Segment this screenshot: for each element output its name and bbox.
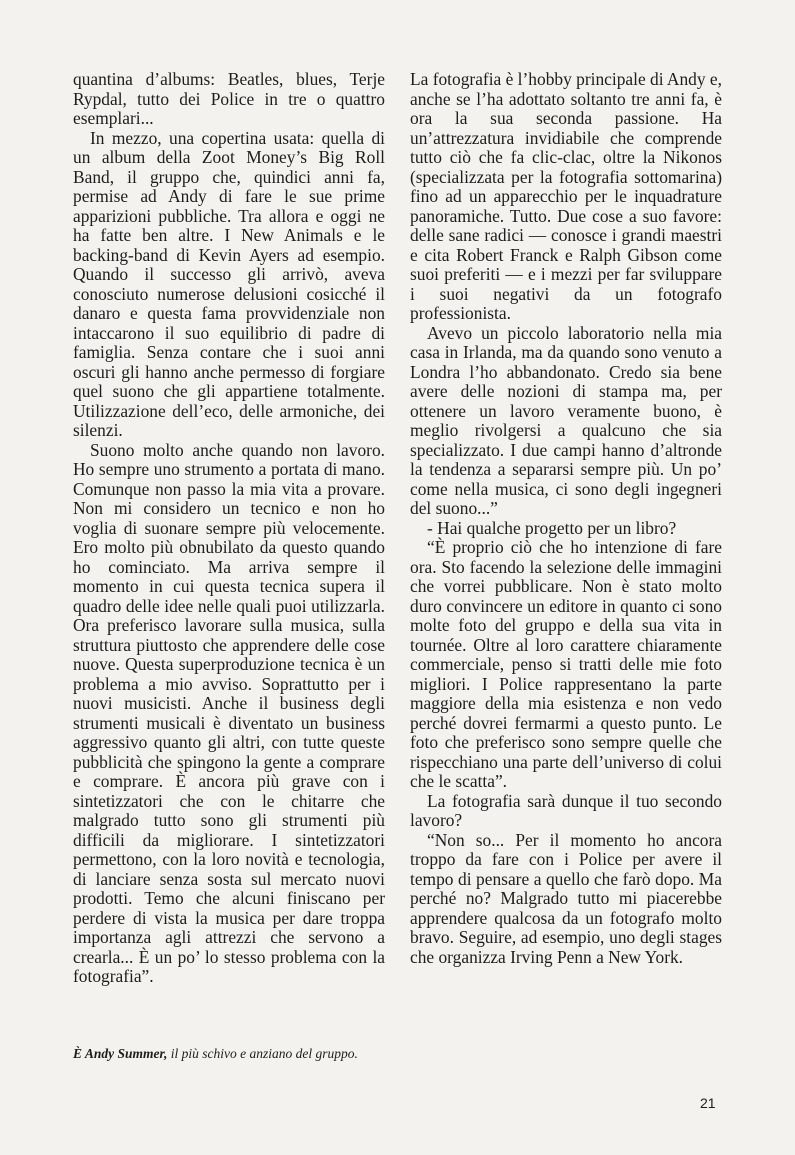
photo-caption bbox=[73, 1046, 358, 1062]
paragraph: La fotografia è l’hobby principale di Andy e, anche se l’ha adottato soltanto tre anni fa, è ora la sua seconda passione. Ha un’attrezzatura invidiabile che comprende tutto ciò che fa clic-clac, oltre la Nikonos (specializzata per la fotografia sottomarina) fino ad un apparecchio per le inquadrature panoramiche. Tutto. Due cose a suo favore: delle sane radici — conosce i grandi maestri e cita Robert Franck e Ralph Gibson come suoi preferiti — e i mezzi per far sviluppare i suoi negativi da un fotografo professionista. bbox=[410, 69, 722, 323]
caption-name: È Andy Summer, bbox=[73, 1046, 168, 1061]
paragraph: quantina d’albums: Beatles, blues, Terje Rypdal, tutto dei Police in tre o quattro esemplari... bbox=[73, 69, 385, 128]
paragraph: In mezzo, una copertina usata: quella di un album della Zoot Money’s Big Roll Band, il gruppo che, quindici anni fa, permise ad Andy di fare le sue prime apparizioni pubbliche. Tra allora e oggi ne ha fatte ben altre. I New Animals e le backing-band di Kevin Ayers ad esempio. Quando il successo gli arrivò, aveva conosciuto numerose delusioni cosicché il danaro e questa fama provvidenziale non intaccarono il suo equilibrio di padre di famiglia. Senza contare che i suoi anni oscuri gli hanno anche permesso di forgiare quel suono che gli appartiene totalmente. Utilizzazione dell’eco, delle armoniche, dei silenzi. bbox=[73, 127, 385, 440]
paragraph: Avevo un piccolo laboratorio nella mia casa in Irlanda, ma da quando sono venuto a Londra l’ho abbandonato. Credo sia bene avere delle nozioni di stampa ma, per ottenere un lavoro veramente buono, è meglio rivolgersi a qualcuno che sia specializzato. I due campi hanno d’altronde la tendenza a separarsi sempre più. Un po’ come nella musica, ci sono degli ingegneri del suono...” bbox=[410, 322, 722, 518]
article-right-column bbox=[410, 70, 722, 967]
paragraph: Suono molto anche quando non lavoro. Ho sempre uno strumento a portata di mano. Comunque non passo la mia vita a provare. Non mi considero un tecnico e non ho voglia di suonare sempre più velocemente. Ero molto più obnubilato da questo quando ho cominciato. Ma arriva sempre il momento in cui questa tecnica supera il quadro delle idee nelle quali puoi utilizzarla. Ora preferisco lavorare sulla musica, sulla struttura piuttosto che apprendere delle cose nuove. Questa superproduzione tecnica è un problema a mio avviso. Soprattutto per i nuovi musicisti. Anche il business degli strumenti musicali è diventato un business aggressivo quanto gli altri, con tutte queste pubblicità che spingono la gente a comprare e comprare. È ancora più grave con i sintetizzatori che con le chitarre che malgrado tutto sono gli strumenti più difficili da migliorare. I sintetizzatori permettono, con la loro novità e tecnologia, di lanciare senza sosta sul mercato nuovi prodotti. Temo che alcuni finiscano per perdere di vista la musica per dare troppa importanza agli attrezzi che servono a crearla... È un po’ lo stesso problema con la fotografia”. bbox=[73, 439, 385, 986]
article-left-column bbox=[73, 70, 385, 987]
paragraph: “Non so... Per il momento ho ancora troppo da fare con i Police per avere il tempo di pensare a quello che farò dopo. Ma perché no? Malgrado tutto mi piacerebbe apprendere qualcosa da un fotografo molto bravo. Seguire, ad esempio, uno degli stages che organizza Irving Penn a New York. bbox=[410, 829, 722, 967]
interview-question: La fotografia sarà dunque il tuo secondo lavoro? bbox=[410, 790, 722, 830]
caption-text: il più schivo e anziano del gruppo. bbox=[170, 1046, 358, 1061]
interview-question: - Hai qualche progetto per un libro? bbox=[427, 517, 677, 538]
page-number: 21 bbox=[700, 1095, 716, 1111]
paragraph: “È proprio ciò che ho intenzione di fare ora. Sto facendo la selezione delle immagini che vorrei pubblicare. Non è stato molto duro convincere un editore in quanto ci sono molte foto del gruppo e della sua vita in tournée. Oltre al loro carattere chiaramente commerciale, penso si tratti delle mie foto migliori. I Police rappresentano la parte maggiore della mia esistenza e non vedo perché dovrei fermarmi a questo punto. Le foto che preferisco sono sempre quelle che rispecchiano una parte dell’universo di colui che le scatta”. bbox=[410, 537, 722, 791]
